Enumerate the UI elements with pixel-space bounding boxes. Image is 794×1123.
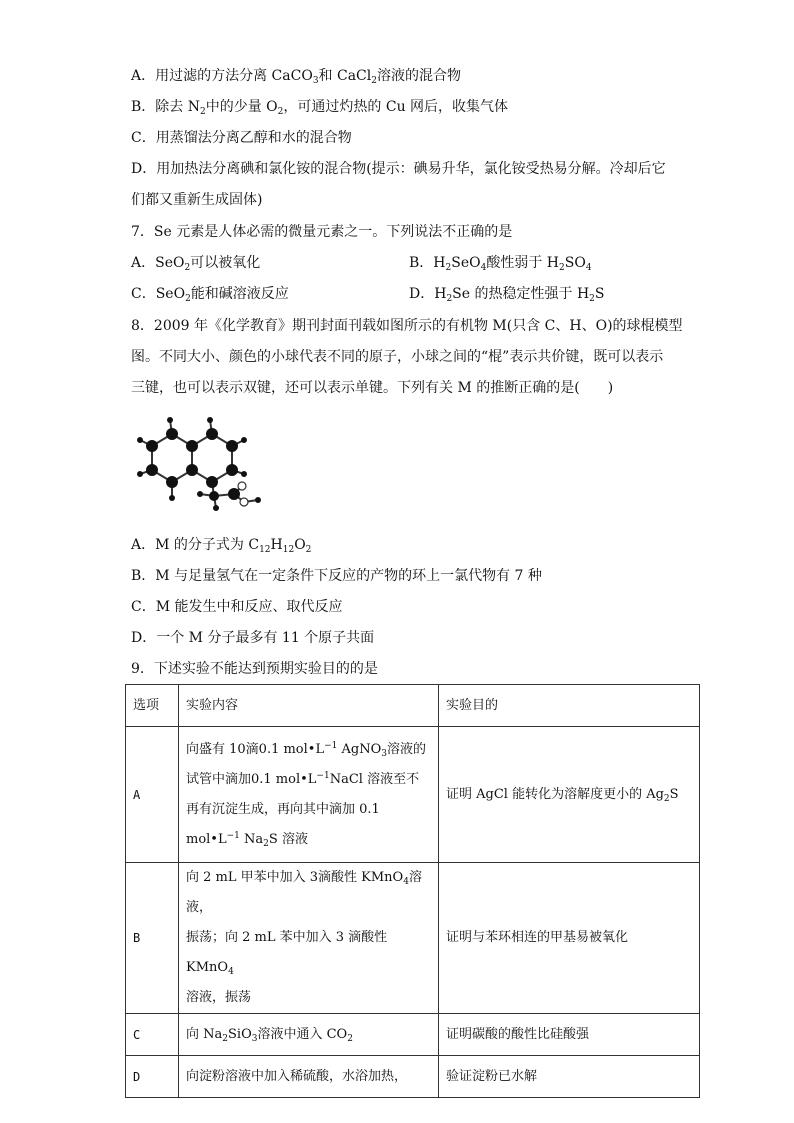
q8-stem-line1: 8．2009 年《化学教育》期刊封面刊载如图所示的有机物 M(只含 C、H、O)的球棍模型	[131, 318, 683, 334]
table-row-b	[126, 863, 700, 1014]
q8-option-d: D．一个 M 分子最多有 11 个原子共面	[131, 630, 375, 646]
row-a-content: 向盛有 10滴0.1 $mol•L^{-1}$ AgNO$_3$溶液的 试管中滴加0.1 $mol•L^{-1}NaCl$ 溶液至不 再有沉淀生成，再向其中滴加 0.1 $mol•L^{-1}$ $Na_2S$ 溶液	[179, 727, 439, 863]
row-d-content: 向淀粉溶液中加入稀硫酸，水浴加热，	[179, 1056, 439, 1098]
q6-option-b: B．除去 $N_2$中的少量 $O_2$，可通过灼热的 Cu 网后，收集气体	[131, 99, 509, 117]
q6-option-d-line1: D．用加热法分离碘和氯化铵的混合物(提示：碘易升华，氯化铵受热易分解。冷却后它	[131, 161, 666, 177]
q7-option-a: A．SeO$_2$可以被氧化	[131, 255, 261, 273]
q9-experiment-table	[125, 684, 700, 1098]
q8-option-c: C．M 能发生中和反应、取代反应	[131, 599, 343, 615]
row-d-option: D	[126, 1056, 179, 1098]
row-a-purpose: 证明 AgCl 能转化为溶解度更小的 $Ag_2S$	[439, 727, 700, 863]
row-d-purpose: 验证淀粉已水解	[439, 1056, 700, 1098]
row-b-option: B	[126, 863, 179, 1014]
header-content: 实验内容	[179, 685, 439, 727]
row-c-content: 向 $Na_2SiO_3$溶液中通入 $CO_2$	[179, 1014, 439, 1056]
q8-stem-line2: 图。不同大小、颜色的小球代表不同的原子，小球之间的“棍”表示共价键，既可以表示	[131, 349, 664, 365]
ball-and-stick-molecule-image	[130, 412, 270, 512]
row-b-purpose: 证明与苯环相连的甲基易被氧化	[439, 863, 700, 1014]
q7-option-c: C．SeO$_2$能和碱溶液反应	[131, 286, 289, 304]
row-c-purpose: 证明碳酸的酸性比硅酸强	[439, 1014, 700, 1056]
q6-option-a: A．用过滤的方法分离 CaCO$_3$和 CaCl$_2$溶液的混合物	[131, 68, 461, 86]
header-option: 选项	[126, 685, 179, 727]
q8-option-b: B．M 与足量氢气在一定条件下反应的产物的环上一氯代物有 7 种	[131, 568, 542, 584]
row-b-content: 向 2 mL 甲苯中加入 3滴酸性 KMnO$_4$溶液， 振荡；向 2 mL 苯中加入 3 滴酸性 KMnO$_4$ 溶液，振荡	[179, 863, 439, 1014]
q7-option-d: D．$H_2Se$ 的热稳定性强于 $H_2S$	[409, 286, 605, 304]
header-purpose: 实验目的	[439, 685, 700, 727]
q7-option-b: B．$H_2SeO_4$酸性弱于 $H_2SO_4$	[409, 255, 592, 273]
row-c-option: C	[126, 1014, 179, 1056]
q8-stem-line3: 三键，也可以表示双键，还可以表示单键。下列有关 M 的推断正确的是( )	[131, 380, 614, 396]
q6-option-c: C．用蒸馏法分离乙醇和水的混合物	[131, 130, 352, 146]
q7-stem: 7．Se 元素是人体必需的微量元素之一。下列说法不正确的是	[131, 224, 513, 240]
q9-stem: 9．下述实验不能达到预期实验目的的是	[131, 661, 378, 677]
table-row-d	[126, 1056, 700, 1098]
q8-option-a: A．M 的分子式为 $C_{12}H_{12}O_2$	[131, 537, 312, 555]
table-header-row	[126, 685, 700, 727]
q6-option-d-line2: 们都又重新生成固体)	[131, 192, 263, 208]
table-row-c	[126, 1014, 700, 1056]
row-a-option: A	[126, 727, 179, 863]
table-row-a	[126, 727, 700, 863]
